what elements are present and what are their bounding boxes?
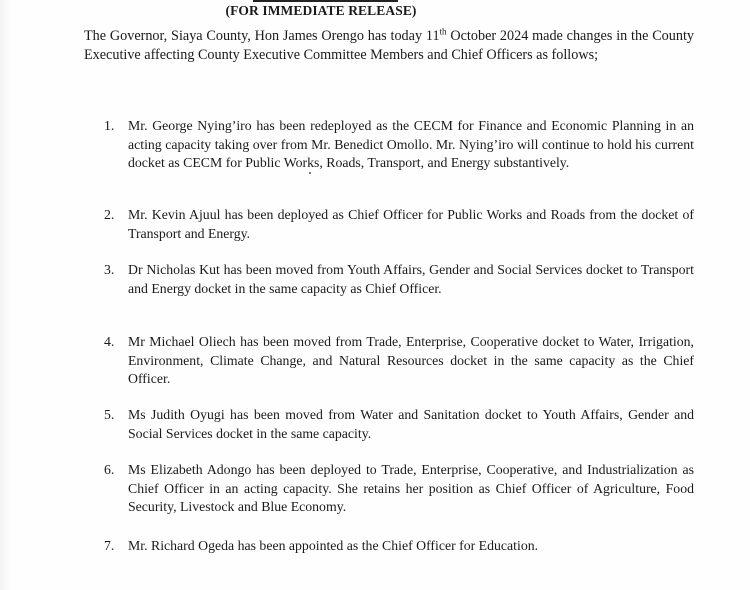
item-number: 1.	[104, 118, 115, 133]
item-text: Mr. Richard Ogeda has been appointed as the Chief Officer for Education.	[128, 538, 539, 553]
item-text: Ms Judith Oyugi has been moved from Water and Sanitation docket to Youth Affairs, Gender and Social Services docket in the same capacity.	[128, 407, 694, 441]
item-number: 5.	[104, 407, 115, 422]
list-item	[104, 461, 694, 517]
item-number: 4.	[104, 334, 115, 349]
list-item	[104, 206, 694, 243]
list-item	[104, 406, 694, 443]
item-number: 2.	[104, 207, 115, 222]
intro-paragraph: The Governor, Siaya County, Hon James Orengo has today 11th October 2024 made changes in the County Executive affecting County Executive Committee Members and Chief Officers as follows;	[84, 26, 694, 63]
item-text: Mr. George Nying’iro has been redeployed as the CECM for Finance and Economic Planning in an acting capacity taking over from Mr. Benedict Omollo. Mr. Nying’iro will continue to hold his current docket as CECM for Public Works, Roads, Transport, and Energy substantively.	[128, 118, 694, 170]
item-number: 3.	[104, 262, 115, 277]
list-item	[104, 333, 694, 389]
list-item	[104, 117, 694, 173]
item-text: Mr Michael Oliech has been moved from Trade, Enterprise, Cooperative docket to Water, Irrigation, Environment, Climate Change, and Natural Resources docket in the same capacity as the Chief Officer.	[128, 334, 694, 386]
item-text: Ms Elizabeth Adongo has been deployed to Trade, Enterprise, Cooperative, and Industrialization as Chief Officer in an acting capacity. She retains her position as Chief Officer of Agriculture, Food Security, Livestock and Blue Economy.	[128, 462, 694, 514]
item-number: 6.	[104, 462, 115, 477]
item-text: Mr. Kevin Ajuul has been deployed as Chief Officer for Public Works and Roads from the docket of Transport and Energy.	[128, 207, 694, 241]
item-number: 7.	[104, 538, 115, 553]
ordinal-suffix: th	[439, 26, 447, 37]
item-text: Dr Nicholas Kut has been moved from Youth Affairs, Gender and Social Services docket to Transport and Energy docket in the same capacity as Chief Officer.	[128, 262, 694, 296]
scan-speck	[309, 172, 311, 174]
list-item	[104, 261, 694, 298]
list-item	[104, 537, 694, 556]
release-tag: (FOR IMMEDIATE RELEASE)	[225, 3, 417, 18]
